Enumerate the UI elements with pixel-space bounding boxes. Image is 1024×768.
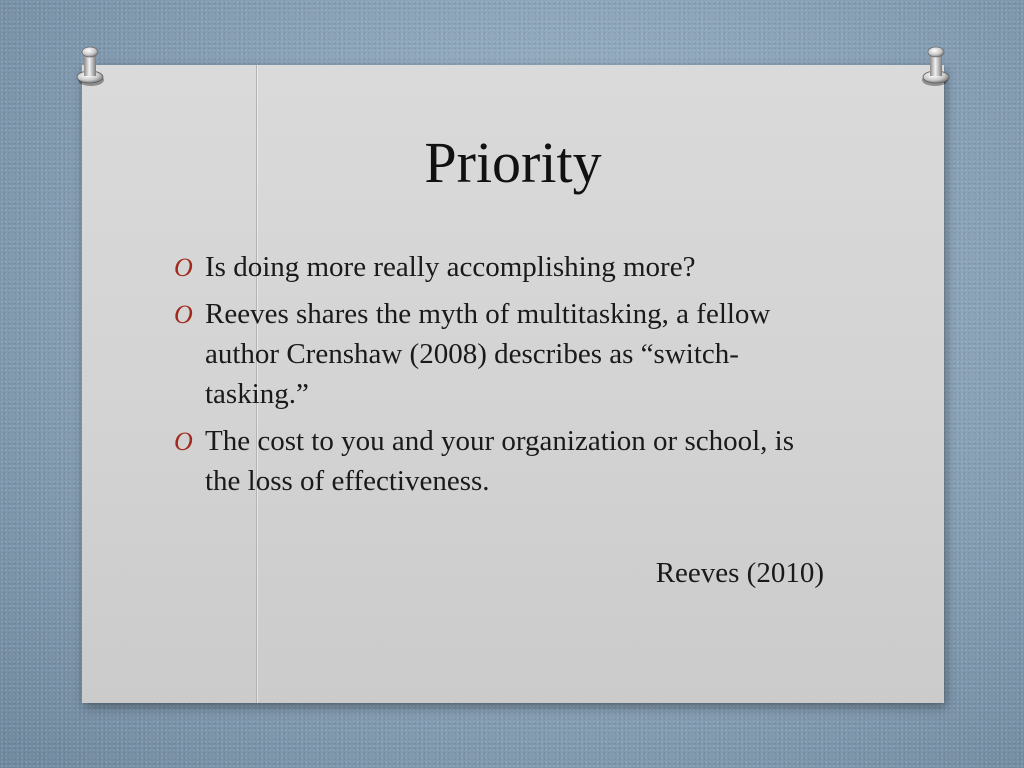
citation: Reeves (2010) <box>655 557 824 589</box>
bullet-item <box>172 247 832 287</box>
bullet-o-icon: O <box>174 300 193 329</box>
push-pin-icon <box>73 42 107 88</box>
bullet-text: Is doing more really accomplishing more? <box>205 251 696 283</box>
push-pin-icon <box>919 42 953 88</box>
slide-card <box>82 65 944 703</box>
bullet-text: The cost to you and your organization or school, is the loss of effectiveness. <box>205 425 795 497</box>
bullet-text: Reeves shares the myth of multitasking, a fellow author Crenshaw (2008) describes as “switch-tasking.” <box>205 298 771 410</box>
bullet-item <box>172 421 832 501</box>
bullet-o-icon: O <box>174 427 193 456</box>
bullet-list <box>172 247 832 508</box>
slide-title: Priority <box>424 130 602 195</box>
bullet-o-icon: O <box>174 253 193 282</box>
bullet-item <box>172 294 832 414</box>
